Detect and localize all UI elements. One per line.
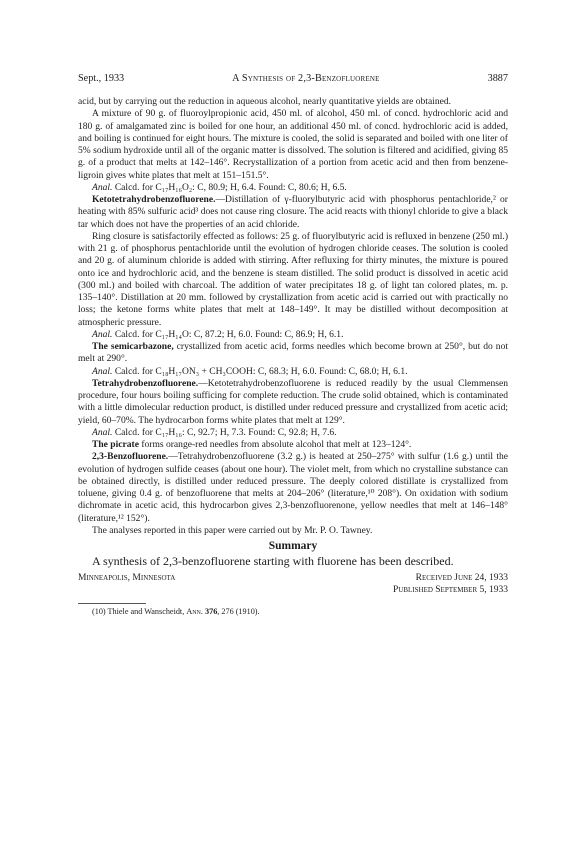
- footnote-divider: [78, 603, 146, 604]
- summary-text: A synthesis of 2,3-benzofluorene starting with fluorene has been described.: [92, 554, 454, 569]
- footnote-pages: , 276 (1910).: [217, 607, 260, 617]
- section-heading-semicarbazone: The semicarbazone,: [92, 341, 174, 352]
- paragraph-text: crystallized from acetic acid, forms needles which become brown at 250°, but do not melt at 290°.: [78, 341, 508, 365]
- paragraph-picrate: [78, 439, 508, 451]
- paragraph-text: —Distillation of γ-fluorylbutyric acid with phosphorus pentachloride,² or heating with 85% sulfuric acid³ does not cause ring closure. The acid reacts with thionyl chloride to give a black tar which does not have the properties of an acid chloride.: [78, 194, 508, 230]
- paragraph-semicarbazone: [78, 341, 508, 366]
- running-header: [78, 73, 508, 84]
- page-number: 3887: [487, 73, 508, 84]
- paragraph-text: —Ketotetrahydrobenzofluorene is reduced readily by the usual Clemmensen procedure, four hours boiling sufficing for complete reduction. The crude solid obtained, which is contaminated with a little dimolecular reduction product, is distilled under reduced pressure and crystallized from acetic acid; yield, 60–70%. The hydrocarbon forms white plates that melt at 129°.: [78, 377, 508, 426]
- analysis-line-4: [78, 427, 508, 439]
- analysis-label: Anal.: [92, 181, 113, 193]
- paragraph-tetrahydro: [78, 378, 508, 427]
- received-date: Received June 24, 1933: [415, 572, 508, 583]
- paragraph-text: forms orange-red needles from absolute alcohol that melt at 123–124°.: [138, 439, 412, 450]
- paragraph-text: —Tetrahydrobenzofluorene (3.2 g.) is heated at 250–275° with sulfur (1.6 g.) until the evolution of hydrogen sulfide ceases (about one hour). The violet melt, from which no crystalline substance can be obtained directly, is distilled under reduced pressure. The deeply colored distillate is crystallized from toluene, giving 0.4 g. of benzofluorene that melts at 204–206° (literature,¹⁰ 208°). On oxidation with sodium dichromate in acetic acid, this hydrocarbon gives 2,3-benzofluorenone, yellow needles that melt at 146–148° (literature,¹² 152°).: [78, 451, 508, 524]
- footnote-journal: Ann.: [186, 607, 203, 617]
- analysis-values: Calcd. for C₁₈H₁₇ON₃ + CH₃COOH: C, 68.3; H, 6.0. Found: C, 68.0; H, 6.1.: [114, 365, 408, 377]
- analysis-values: Calcd. for C₁₇H₁₄O: C, 87.2; H, 6.0. Found: C, 86.9; H, 6.1.: [114, 328, 344, 340]
- analysis-values: Calcd. for C₁₇H₁₆O₂: C, 80.9; H, 6.4. Found: C, 80.6; H, 6.5.: [114, 181, 347, 193]
- footnote-volume: 376: [205, 607, 218, 617]
- analysis-values: Calcd. for C₁₇H₁₆: C, 92.7; H, 7.3. Found: C, 92.8; H, 7.6.: [114, 426, 337, 438]
- paragraph-benzofluorene: [78, 451, 508, 525]
- footnote-authors: (10) Thiele and Wanscheidt,: [92, 607, 187, 617]
- section-heading-benzofluorene: 2,3-Benzofluorene.: [92, 451, 169, 463]
- analysis-label: Anal.: [92, 426, 113, 438]
- analysis-line-2: [78, 329, 508, 341]
- analysis-label: Anal.: [92, 365, 113, 377]
- section-heading-picrate: The picrate: [92, 439, 139, 450]
- paragraph-ketotetrahydro: [78, 194, 508, 231]
- footer-location: Minneapolis, Minnesota: [78, 572, 176, 583]
- footnote: [78, 607, 508, 617]
- header-date: Sept., 1933: [78, 73, 125, 84]
- section-heading-tetrahydro: Tetrahydrobenzofluorene.: [92, 377, 199, 389]
- analysis-label: Anal.: [92, 328, 113, 340]
- summary-heading: Summary: [268, 540, 318, 552]
- footer-dates: [393, 572, 508, 597]
- section-heading-ketotetrahydro: Ketotetrahydrobenzofluorene.: [92, 194, 216, 205]
- analysis-line-1: [78, 182, 508, 194]
- paragraph-ring-closure: Ring closure is satisfactorily effected as follows: 25 g. of fluorylbutyric acid is refluxed in benzene (250 ml.) with 21 g. of phosphorus pentachloride until the evolution of hydrogen chloride ceases. The solution is cooled and 20 g. of aluminum chloride is added with stirring. After refluxing for thirty minutes, the mixture is poured onto ice and hydrochloric acid, and the benzene is steam distilled. The solid product is dissolved in acetic acid (300 ml.) and boiled with charcoal. The addition of water precipitates 18 g. of light tan colored plates, m. p. 135–140°. Distillation at 20 mm. followed by crystallization from acetic acid is carried out with practically no loss; the ketone forms white plates that melt at 148–149°. It may be distilled without decomposition at atmospheric pressure.: [78, 230, 508, 328]
- analysis-line-3: [78, 366, 508, 378]
- paragraph-reduction-procedure: A mixture of 90 g. of fluoroylpropionic acid, 450 ml. of alcohol, 450 ml. of concd. hydrochloric acid and 180 g. of amalgamated zinc is boiled for one hour, an additional 450 ml. of concd. hydrochloric acid is added, and boiling is continued for eight hours. The mixture is cooled, the solid is separated and boiled with one liter of 5% sodium hydroxide until all of the organic matter is dissolved. The solution is filtered and acidified, giving 85 g. of a product that melts at 142–146°. Recrystallization of a portion from acetic acid and then from benzene-ligroin gives white plates that melt at 151–151.5°.: [78, 108, 508, 181]
- article-footer: [78, 572, 508, 597]
- header-title: A Synthesis of 2,3-Benzofluorene: [232, 73, 380, 84]
- paragraph-acknowledgement: The analyses reported in this paper were carried out by Mr. P. O. Tawney.: [92, 524, 373, 536]
- article-body: [78, 96, 508, 617]
- paragraph-continuation: acid, but by carrying out the reduction in aqueous alcohol, nearly quantitative yields are obtained.: [78, 96, 452, 107]
- published-date: Published September 5, 1933: [393, 585, 508, 595]
